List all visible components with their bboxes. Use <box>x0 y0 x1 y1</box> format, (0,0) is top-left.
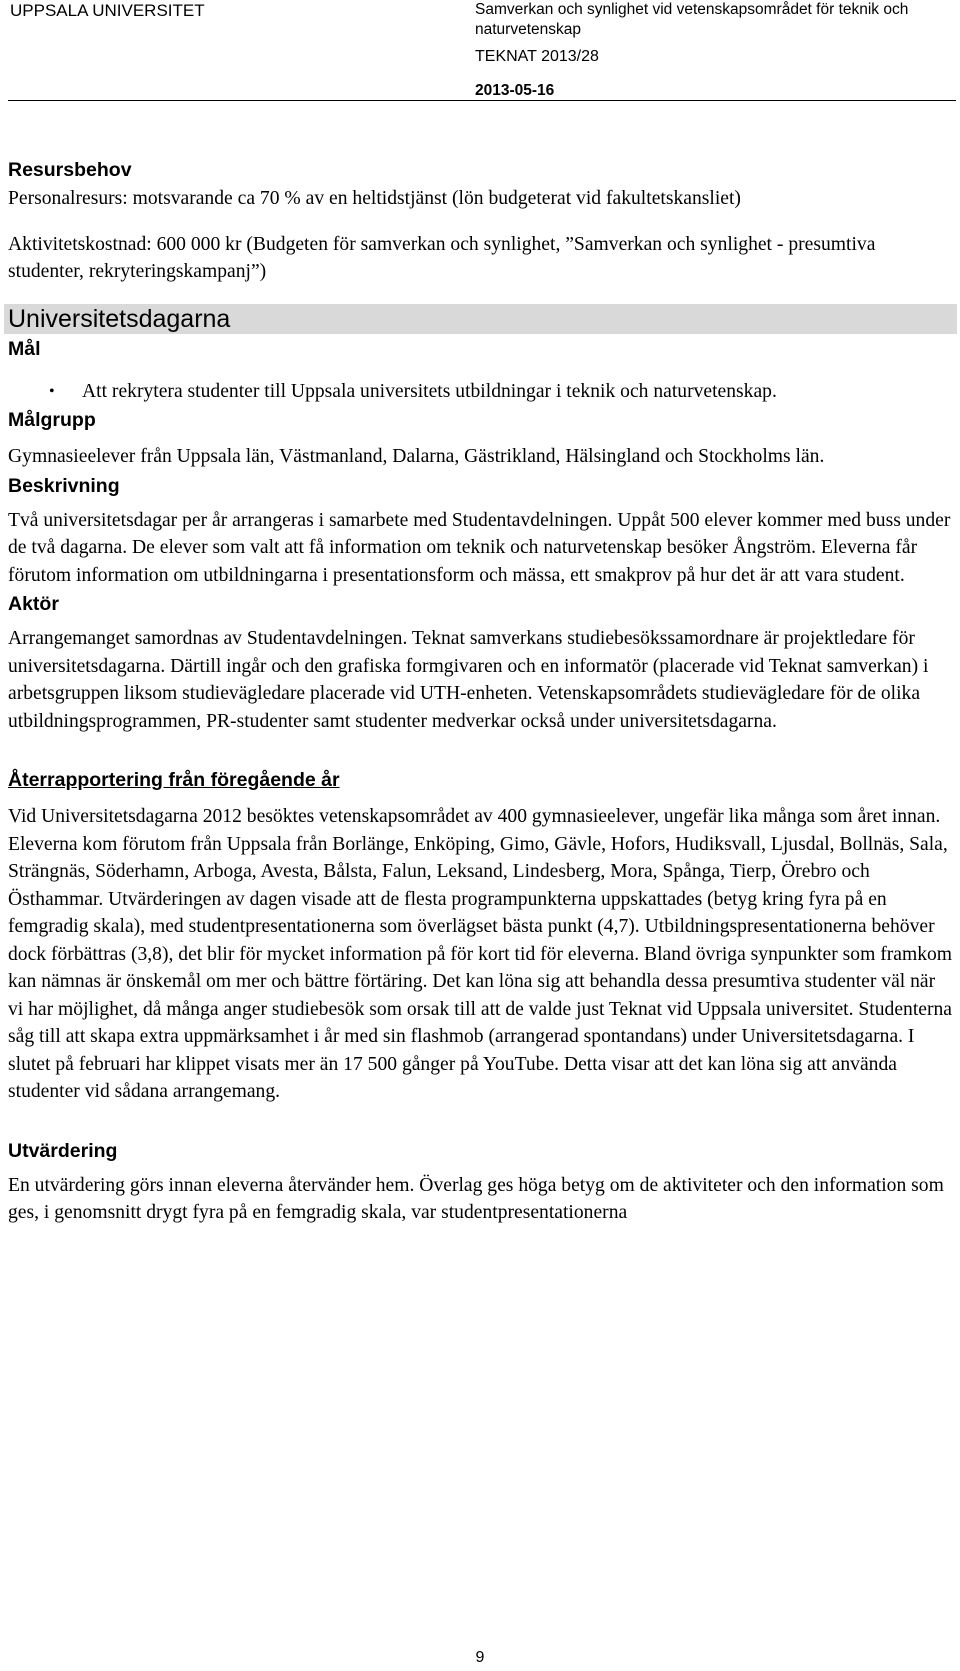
goal-text: Att rekrytera studenter till Uppsala universitets utbildningar i teknik och naturvetenskap. <box>82 380 777 402</box>
header-divider <box>8 100 956 101</box>
organization-name: UPPSALA UNIVERSITET <box>10 1 205 20</box>
report-text: Vid Universitetsdagarna 2012 besöktes vetenskapsområdet av 400 gymnasieelever, ungefär lika många som året innan. Eleverna kom förutom från Uppsala från Borlänge, Enköping, Gimo, Gävle, Hofors, Hudiksvall, Ljusdal, Bollnäs, Sala, Strängnäs, Söderhamn, Arboga, Avesta, Bålsta, Falun, Leksand, Lindesberg, Mora, Spånga, Tierp, Örebro och Östhammar. Utvärderingen av dagen visade att de flesta programpunkterna uppskattades (betyg kring fyra på en femgradig skala), med studentpresentationerna som överlägset bästa punkt (4,7). Utbildningspresentationerna behöver dock förbättras (3,8), det blir för mycket information på för kort tid för eleverna. Bland övriga synpunkter som framkom kan nämnas är önskemål om mer och bättre förtäring. Det kan löna sig att behandla dessa presumtiva studenter väl när vi har möjlighet, då många anger studiebesök som orsak till att de valde just Teknat vid Uppsala universitet. Studenterna såg till att skapa extra uppmärksamhet i år med sin flashmob (arrangerad spontandans) under Universitetsdagarna. I slutet på februari har klippet visats mer än 17 500 gånger på YouTube. Detta visar att det kan löna sig att använda studenter vid sådana arrangemang. <box>8 806 953 1102</box>
document-code: TEKNAT 2013/28 <box>475 48 599 65</box>
resources-heading: Resursbehov <box>8 159 132 181</box>
page-number: 9 <box>475 1649 485 1666</box>
header-meta <box>475 0 955 101</box>
bullet-icon: • <box>49 382 55 400</box>
page-header <box>0 0 960 101</box>
actor-text: Arrangemanget samordnas av Studentavdelningen. Teknat samverkans studiebesökssamordnare är projektledare för universitetsdagarna. Därtill ingår och den grafiska formgivaren och en informatör (placerade vid Teknat samverkan) i arbetsgruppen liksom studievägledare placerade vid UTH-enheten. Vetenskapsområdets studievägledare för de olika utbildningsprogrammen, PR-studenter samt studenter medverkar också under universitetsdagarna. <box>8 628 929 732</box>
document-title: Samverkan och synlighet vid vetenskapsområdet för teknik och naturvetenskap <box>475 1 909 38</box>
description-text: Två universitetsdagar per år arrangeras i samarbete med Studentavdelningen. Uppåt 500 elever kommer med buss under de två dagarna. De elever som valt att få information om teknik och naturvetenskap besöker Ångström. Eleverna får förutom information om utbildningarna i presentationsform och mässa, ett smakprov på hur det är att vara student. <box>8 509 951 586</box>
document-body <box>8 155 953 1227</box>
evaluation-text: En utvärdering görs innan eleverna återvänder hem. Överlag ges höga betyg om de aktiviteter och den information som ges, i genomsnitt drygt fyra på en femgradig skala, var studentpresentationerna <box>8 1174 944 1223</box>
goal-list <box>8 378 953 406</box>
activity-cost-text: Aktivitetskostnad: 600 000 kr (Budgeten för samverkan och synlighet, ”Samverkan och synlighet - presumtiva studenter, rekryteringskampanj”) <box>8 233 876 282</box>
staff-resources-text: Personalresurs: motsvarande ca 70 % av en heltidstjänst (lön budgeterat vid fakultetskansliet) <box>8 188 741 209</box>
document-date: 2013-05-16 <box>475 82 555 99</box>
description-heading: Beskrivning <box>8 474 120 497</box>
list-item <box>8 378 953 406</box>
goal-heading: Mål <box>8 337 41 360</box>
section-title-banner: Universitetsdagarna <box>4 304 957 334</box>
target-group-heading: Målgrupp <box>8 409 96 431</box>
evaluation-heading: Utvärdering <box>8 1139 118 1162</box>
report-heading: Återrapportering från föregående år <box>8 769 340 791</box>
target-group-text: Gymnasieelever från Uppsala län, Västmanland, Dalarna, Gästrikland, Hälsingland och Stockholms län. <box>8 446 825 467</box>
actor-heading: Aktör <box>8 593 59 615</box>
